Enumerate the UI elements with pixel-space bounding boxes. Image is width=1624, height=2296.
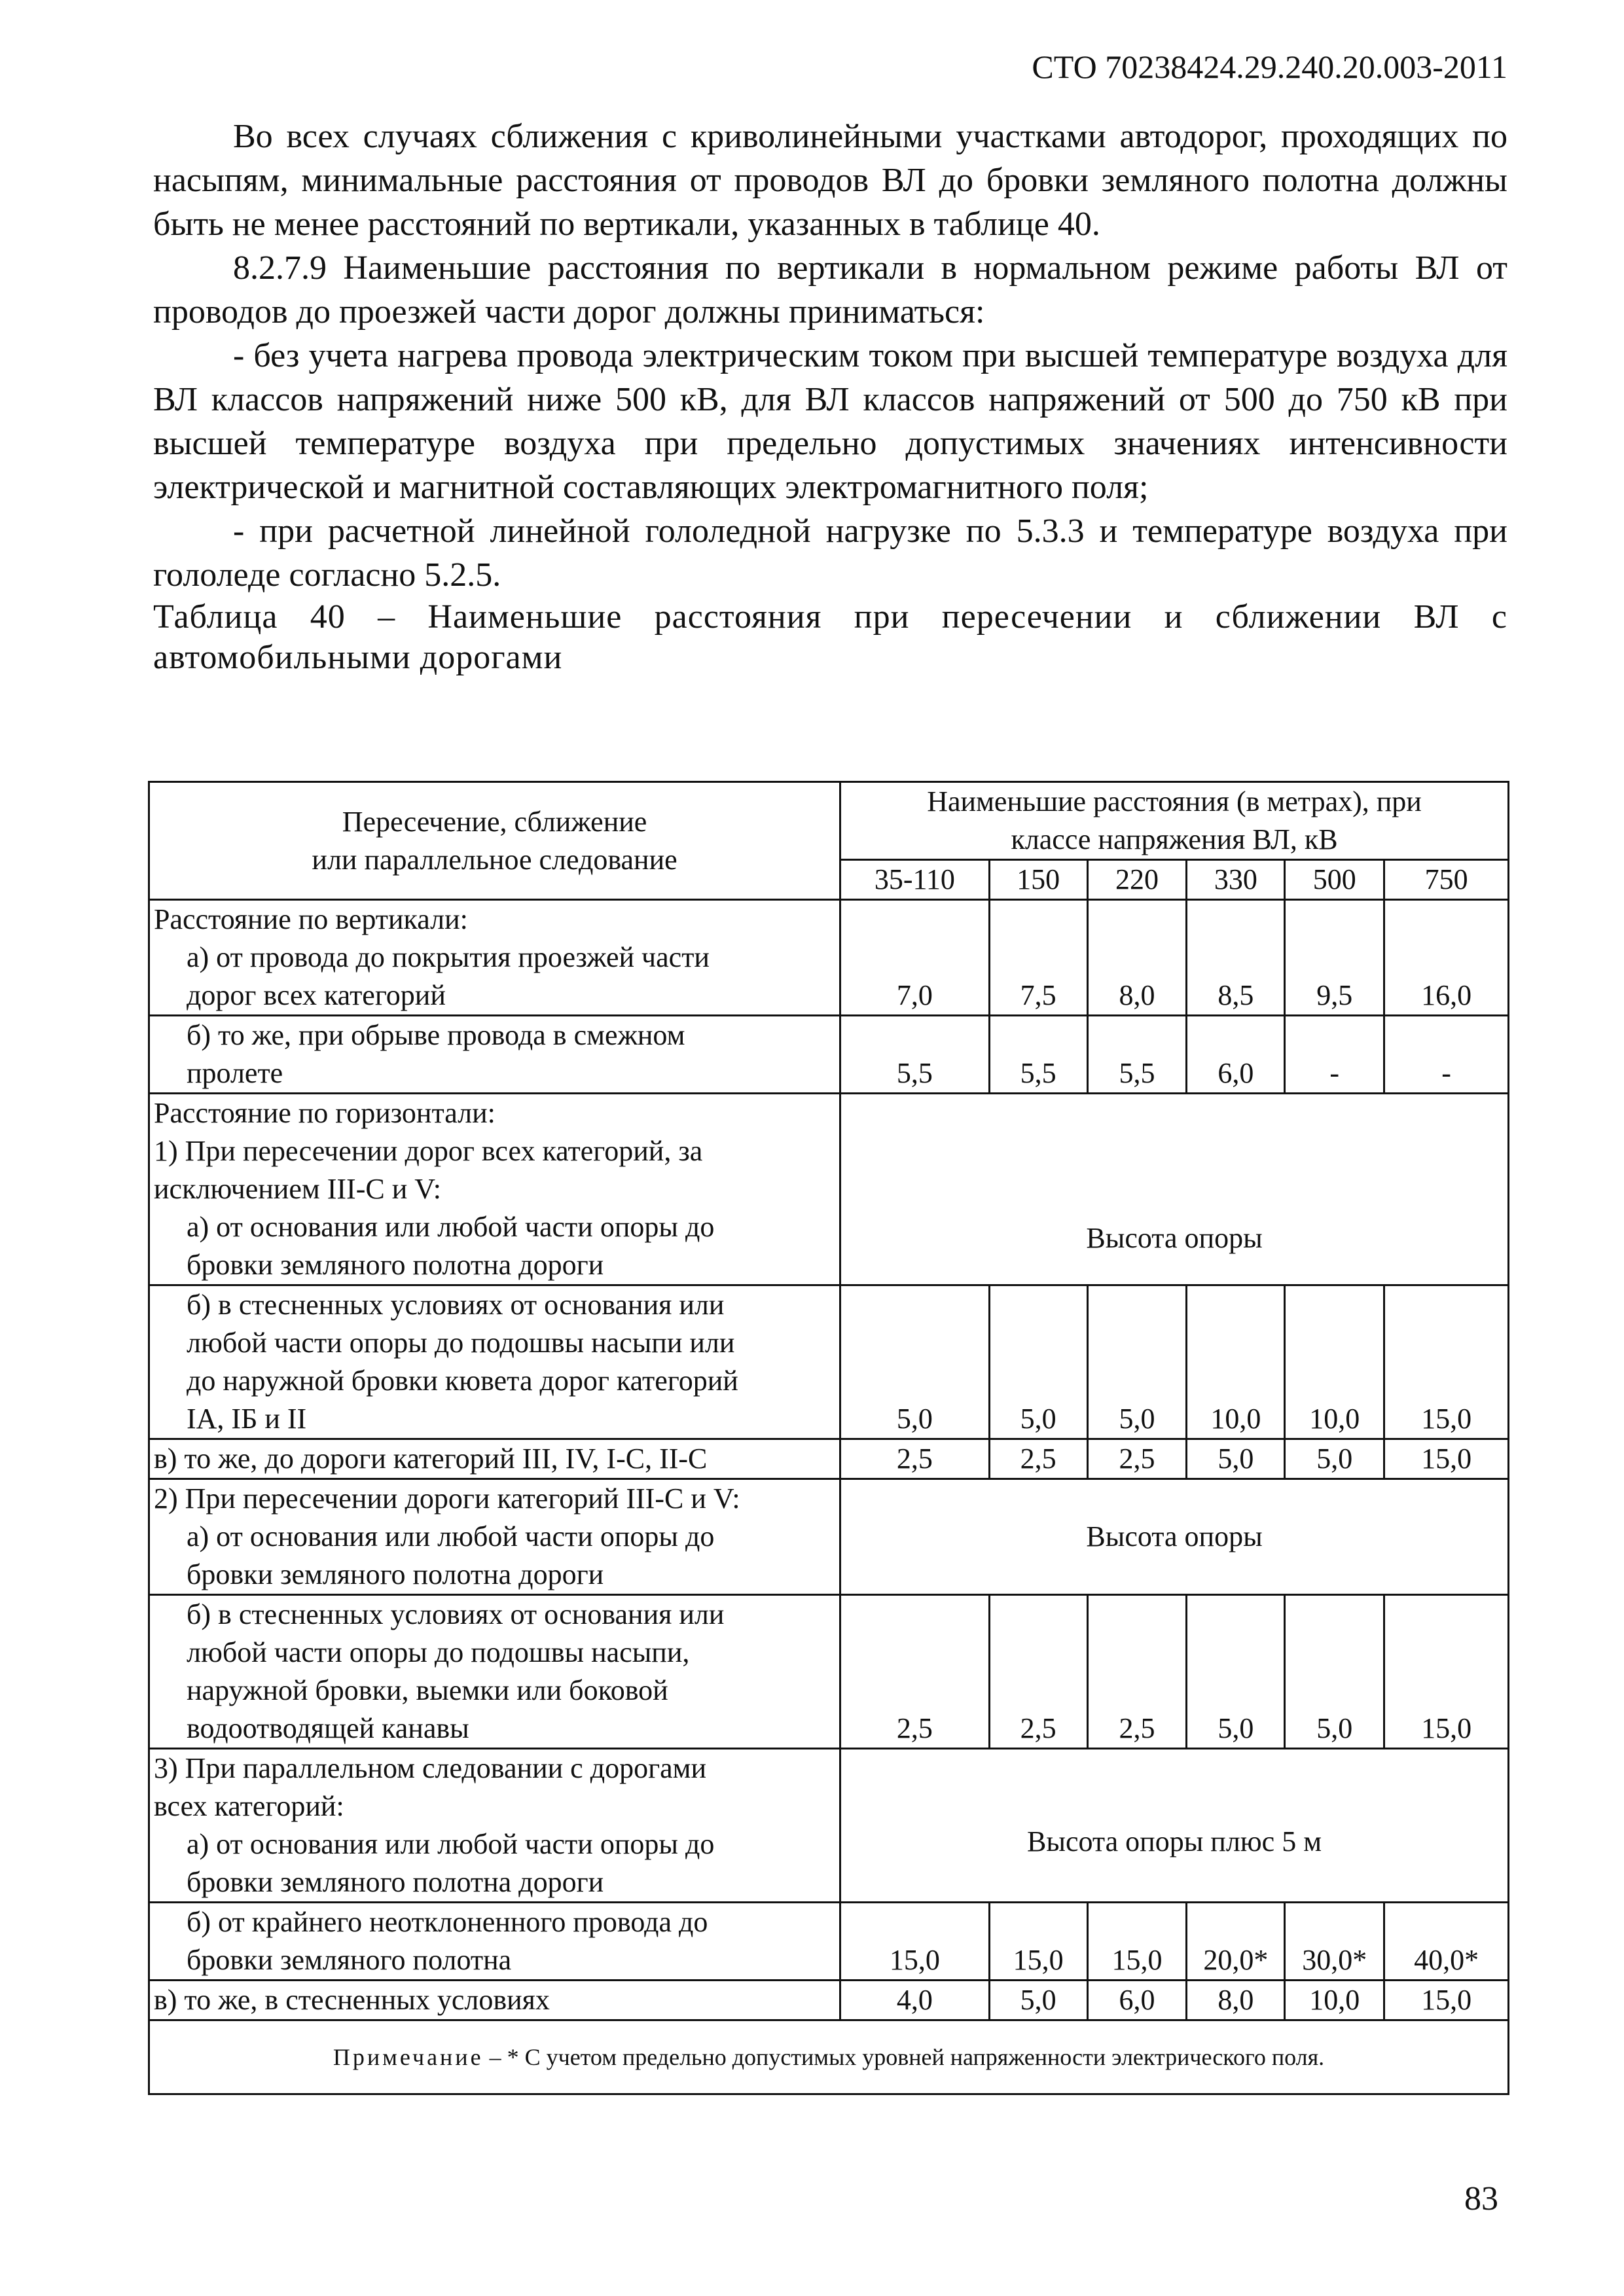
note-text: – * С учетом предельно допустимых уровней напряженности электрического поля.: [483, 2044, 1325, 2070]
header-text: или параллельное следование: [312, 843, 677, 876]
cell-value: 5,0: [1285, 1595, 1384, 1749]
table-row: [149, 1749, 1509, 1903]
voltage-class: 220: [1087, 860, 1187, 900]
paragraph: Во всех случаях сближения с криволинейными участками автодорог, проходящих по насыпям, минимальные расстояния от проводов ВЛ до бровки земляного полотна должны быть не менее расстояний по вертикали, указанных в таблице 40.: [153, 118, 1507, 243]
row-text: б) в стесненных условиях от основания или: [187, 1598, 725, 1630]
row-label: [149, 1903, 840, 1981]
cell-value: 15,0: [989, 1903, 1087, 1981]
table-row: [149, 900, 1509, 1016]
merged-value: Высота опоры: [840, 1479, 1509, 1595]
header-distances: [840, 782, 1509, 860]
cell-value: 2,5: [840, 1439, 990, 1479]
merged-value: Высота опоры плюс 5 м: [840, 1749, 1509, 1903]
merged-value: Высота опоры: [840, 1094, 1509, 1285]
cell-value: 8,0: [1087, 900, 1187, 1016]
paragraph: 8.2.7.9 Наименьшие расстояния по вертикали в нормальном режиме работы ВЛ от проводов до проезжей части дорог должны приниматься:: [153, 249, 1507, 331]
table-row: [149, 1285, 1509, 1439]
cell-value: 2,5: [1087, 1595, 1187, 1749]
cell-value: 9,5: [1285, 900, 1384, 1016]
row-text: бровки земляного полотна дороги: [187, 1558, 604, 1590]
voltage-class: 330: [1187, 860, 1285, 900]
cell-value: 10,0: [1187, 1285, 1285, 1439]
table-note-row: [149, 2020, 1509, 2094]
section-title: 2) При пересечении дороги категорий III-С и V:: [154, 1482, 740, 1515]
header-text: Пересечение, сближение: [342, 805, 647, 838]
list-item: - при расчетной линейной гололедной нагрузке по 5.3.3 и температуре воздуха при гололеде согласно 5.2.5.: [153, 512, 1507, 594]
section-title: всех категорий:: [154, 1790, 344, 1822]
cell-value: 15,0: [1384, 1439, 1509, 1479]
cell-value: 5,0: [1187, 1439, 1285, 1479]
page-number: 83: [1464, 2180, 1498, 2217]
table-row: [149, 1903, 1509, 1981]
row-label: [149, 900, 840, 1016]
list-item: - без учета нагрева провода электрическим током при высшей температуре воздуха для ВЛ классов напряжений ниже 500 кВ, для ВЛ классов напряжений от 500 до 750 кВ при высшей температуре воздуха при предельно допустимых значениях интенсивности электрической и магнитной составляющих электромагнитного поля;: [153, 337, 1507, 506]
cell-value: 15,0: [840, 1903, 990, 1981]
table-row: [149, 1094, 1509, 1285]
section-title: исключением III-С и V:: [154, 1173, 441, 1205]
row-label: [149, 1749, 840, 1903]
cell-value: 2,5: [840, 1595, 990, 1749]
cell-value: 4,0: [840, 1981, 990, 2020]
cell-value: 5,0: [989, 1981, 1087, 2020]
cell-value: 2,5: [1087, 1439, 1187, 1479]
table-header-row: [149, 782, 1509, 860]
row-text: а) от основания или любой части опоры до: [187, 1520, 715, 1552]
cell-value: 7,0: [840, 900, 990, 1016]
table-row: [149, 1479, 1509, 1595]
cell-value: 16,0: [1384, 900, 1509, 1016]
cell-value: 10,0: [1285, 1981, 1384, 2020]
row-text: любой части опоры до подошвы насыпи или: [187, 1327, 735, 1359]
row-text: а) от провода до покрытия проезжей части: [187, 941, 710, 973]
section-title: 1) При пересечении дорог всех категорий, за: [154, 1135, 703, 1167]
cell-value: 10,0: [1285, 1285, 1384, 1439]
cell-value: 6,0: [1187, 1016, 1285, 1094]
section-title: 3) При параллельном следовании с дорогами: [154, 1752, 707, 1784]
table-row: [149, 1595, 1509, 1749]
cell-value: 15,0: [1384, 1595, 1509, 1749]
row-text: наружной бровки, выемки или боковой: [187, 1674, 668, 1706]
cell-value: 5,5: [989, 1016, 1087, 1094]
cell-value: 5,5: [1087, 1016, 1187, 1094]
table-note: [149, 2020, 1509, 2094]
table-row: [149, 1981, 1509, 2020]
row-text: IА, IБ и II: [187, 1403, 307, 1435]
row-text: водоотводящей канавы: [187, 1712, 469, 1744]
header-crossing: [149, 782, 840, 900]
document-code: СТО 70238424.29.240.20.003-2011: [1032, 48, 1507, 85]
row-label: в) то же, в стесненных условиях: [149, 1981, 840, 2020]
cell-value: 5,5: [840, 1016, 990, 1094]
table-caption-continued: автомобильными дорогами: [153, 639, 563, 676]
cell-value: 5,0: [840, 1285, 990, 1439]
table-row: [149, 1439, 1509, 1479]
table-caption: Таблица 40 – Наименьшие расстояния при пересечении и сближении ВЛ с: [153, 598, 1507, 636]
section-title: Расстояние по вертикали:: [154, 903, 468, 935]
cell-value: 2,5: [989, 1439, 1087, 1479]
table-row: [149, 1016, 1509, 1094]
cell-value: 5,0: [989, 1285, 1087, 1439]
cell-value: 5,0: [1187, 1595, 1285, 1749]
row-text: бровки земляного полотна дороги: [187, 1249, 604, 1281]
cell-value: -: [1384, 1016, 1509, 1094]
note-label: Примечание: [333, 2044, 484, 2070]
row-text: б) в стесненных условиях от основания или: [187, 1289, 725, 1321]
cell-value: 7,5: [989, 900, 1087, 1016]
cell-value: 15,0: [1384, 1981, 1509, 2020]
row-text: бровки земляного полотна дороги: [187, 1866, 604, 1898]
cell-value: 20,0*: [1187, 1903, 1285, 1981]
cell-value: 2,5: [989, 1595, 1087, 1749]
row-text: б) то же, при обрыве провода в смежном: [187, 1019, 685, 1051]
row-label: в) то же, до дороги категорий III, IV, I-С, II-С: [149, 1439, 840, 1479]
cell-value: 40,0*: [1384, 1903, 1509, 1981]
cell-value: -: [1285, 1016, 1384, 1094]
row-label: [149, 1479, 840, 1595]
cell-value: 5,0: [1087, 1285, 1187, 1439]
cell-value: 8,0: [1187, 1981, 1285, 2020]
row-text: до наружной бровки кювета дорог категорий: [187, 1365, 738, 1397]
section-title: Расстояние по горизонтали:: [154, 1097, 496, 1129]
row-text: пролете: [187, 1057, 283, 1089]
row-text: а) от основания или любой части опоры до: [187, 1211, 715, 1243]
voltage-class: 500: [1285, 860, 1384, 900]
cell-value: 30,0*: [1285, 1903, 1384, 1981]
row-text: дорог всех категорий: [187, 979, 446, 1011]
row-text: любой части опоры до подошвы насыпи,: [187, 1636, 690, 1668]
voltage-class: 35-110: [840, 860, 990, 900]
cell-value: 6,0: [1087, 1981, 1187, 2020]
cell-value: 15,0: [1087, 1903, 1187, 1981]
voltage-class: 150: [989, 860, 1087, 900]
header-text: классе напряжения ВЛ, кВ: [1011, 823, 1338, 855]
header-text: Наименьшие расстояния (в метрах), при: [927, 785, 1422, 817]
row-text: а) от основания или любой части опоры до: [187, 1828, 715, 1860]
row-label: [149, 1094, 840, 1285]
row-text: б) от крайнего неотклоненного провода до: [187, 1906, 708, 1938]
distances-table: [148, 781, 1509, 2095]
row-text: бровки земляного полотна: [187, 1944, 512, 1976]
row-label: [149, 1595, 840, 1749]
cell-value: 5,0: [1285, 1439, 1384, 1479]
row-label: [149, 1285, 840, 1439]
row-label: [149, 1016, 840, 1094]
voltage-class: 750: [1384, 860, 1509, 900]
cell-value: 15,0: [1384, 1285, 1509, 1439]
body-text: [153, 115, 1507, 678]
cell-value: 8,5: [1187, 900, 1285, 1016]
